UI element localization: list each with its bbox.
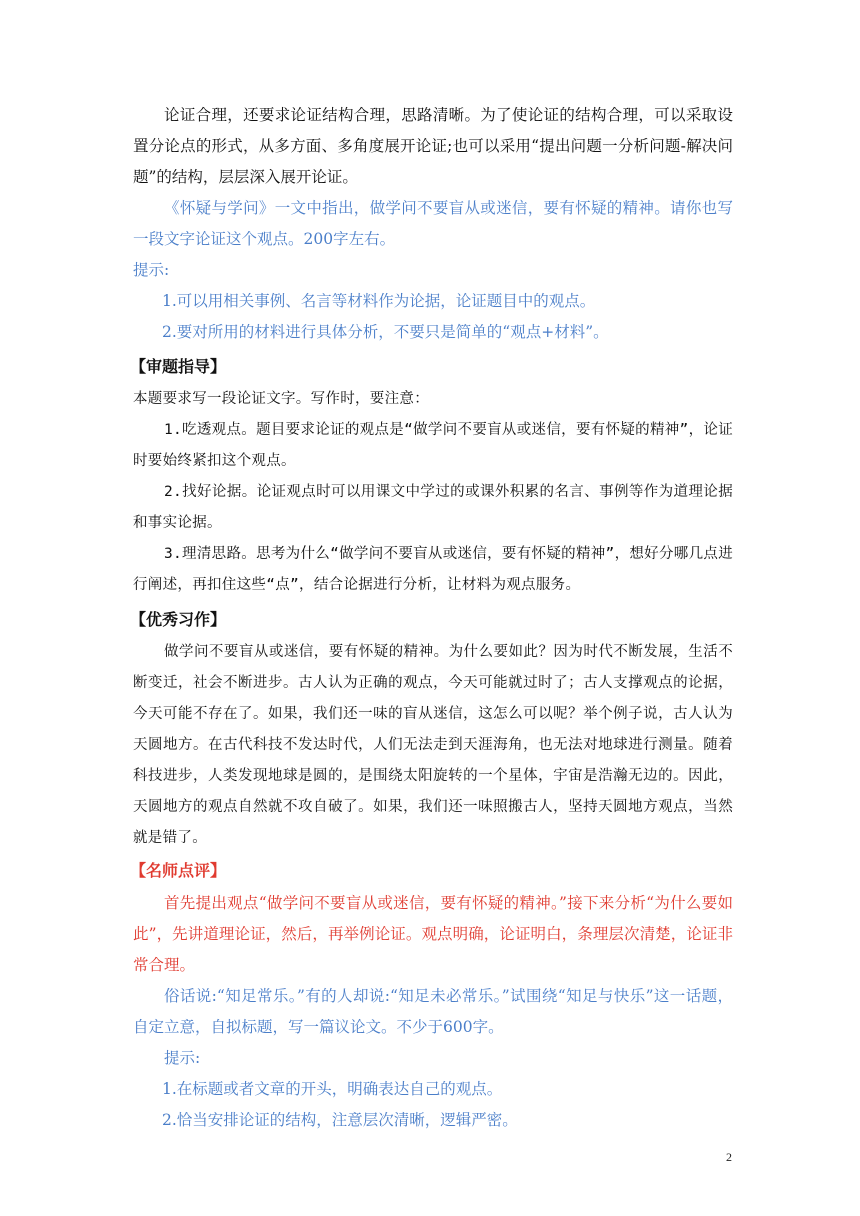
writing-prompt: 《怀疑与学问》一文中指出，做学问不要盲从或迷信，要有怀疑的精神。请你也写一段文字论证这个观点。200字左右。	[133, 199, 733, 248]
next-hint-label: 提示:	[164, 1049, 201, 1067]
page-content	[130, 100, 733, 1136]
guidance-intro: 本题要求写一段论证文字。写作时，要注意：	[133, 391, 429, 407]
guidance-point-3: 3.理清思路。思考为什么“做学问不要盲从或迷信，要有怀疑的精神”，想好分哪几点进行阐述，再扣住这些“点”，结合论据进行分析，让材料为观点服务。	[133, 546, 733, 593]
next-hint-item-1: 1.在标题或者文章的开头，明确表达自己的观点。	[162, 1080, 503, 1098]
next-hint-item-2: 2.恰当安排论证的结构，注意层次清晰，逻辑严密。	[162, 1111, 518, 1129]
next-writing-prompt: 俗话说:“知足常乐。”有的人却说:“知足未必常乐。”试围绕“知足与快乐”这一话题，自定立意，自拟标题，写一篇议论文。不少于600字。	[133, 987, 733, 1036]
review-text: 首先提出观点“做学问不要盲从或迷信，要有怀疑的精神。”接下来分析“为什么要如此”，先讲道理论证，然后，再举例论证。观点明确，论证明白，条理层次清楚，论证非常合理。	[133, 894, 733, 974]
review-heading: 【名师点评】	[130, 861, 227, 880]
essay-text: 做学问不要盲从或迷信，要有怀疑的精神。为什么要如此？因为时代不断发展，生活不断变迁，社会不断进步。古人认为正确的观点，今天可能就过时了；古人支撑观点的论据，今天可能不存在了。如果，我们还一味的盲从迷信，这怎么可以呢？举个例子说，古人认为天圆地方。在古代科技不发达时代，人们无法走到天涯海角，也无法对地球进行测量。随着科技进步，人类发现地球是圆的，是围绕太阳旋转的一个星体，宇宙是浩瀚无边的。因此，天圆地方的观点自然就不攻自破了。如果，我们还一味照搬古人，坚持天圆地方观点，当然就是错了。	[133, 644, 733, 846]
guidance-point-2: 2.找好论据。论证观点时可以用课文中学过的或课外积累的名言、事例等作为道理论据和事实论据。	[133, 484, 733, 531]
hint-item-2: 2.要对所用的材料进行具体分析，不要只是简单的“观点+材料”。	[162, 323, 609, 341]
page-number: 2	[726, 1150, 732, 1164]
hint-item-1: 1.可以用相关事例、名言等材料作为论据，论证题目中的观点。	[162, 292, 596, 310]
essay-heading: 【优秀习作】	[130, 610, 227, 629]
guidance-heading: 【审题指导】	[130, 357, 227, 376]
hint-label: 提示:	[133, 261, 170, 279]
intro-paragraph: 论证合理，还要求论证结构合理，思路清晰。为了使论证的结构合理，可以采取设置分论点的形式，从多方面、多角度展开论证;也可以采用“提出问题一分析问题-解决问题”的结构，层层深入展开论证。	[133, 106, 733, 186]
guidance-point-1: 1.吃透观点。题目要求论证的观点是“做学问不要盲从或迷信，要有怀疑的精神”，论证时要始终紧扣这个观点。	[133, 422, 733, 469]
